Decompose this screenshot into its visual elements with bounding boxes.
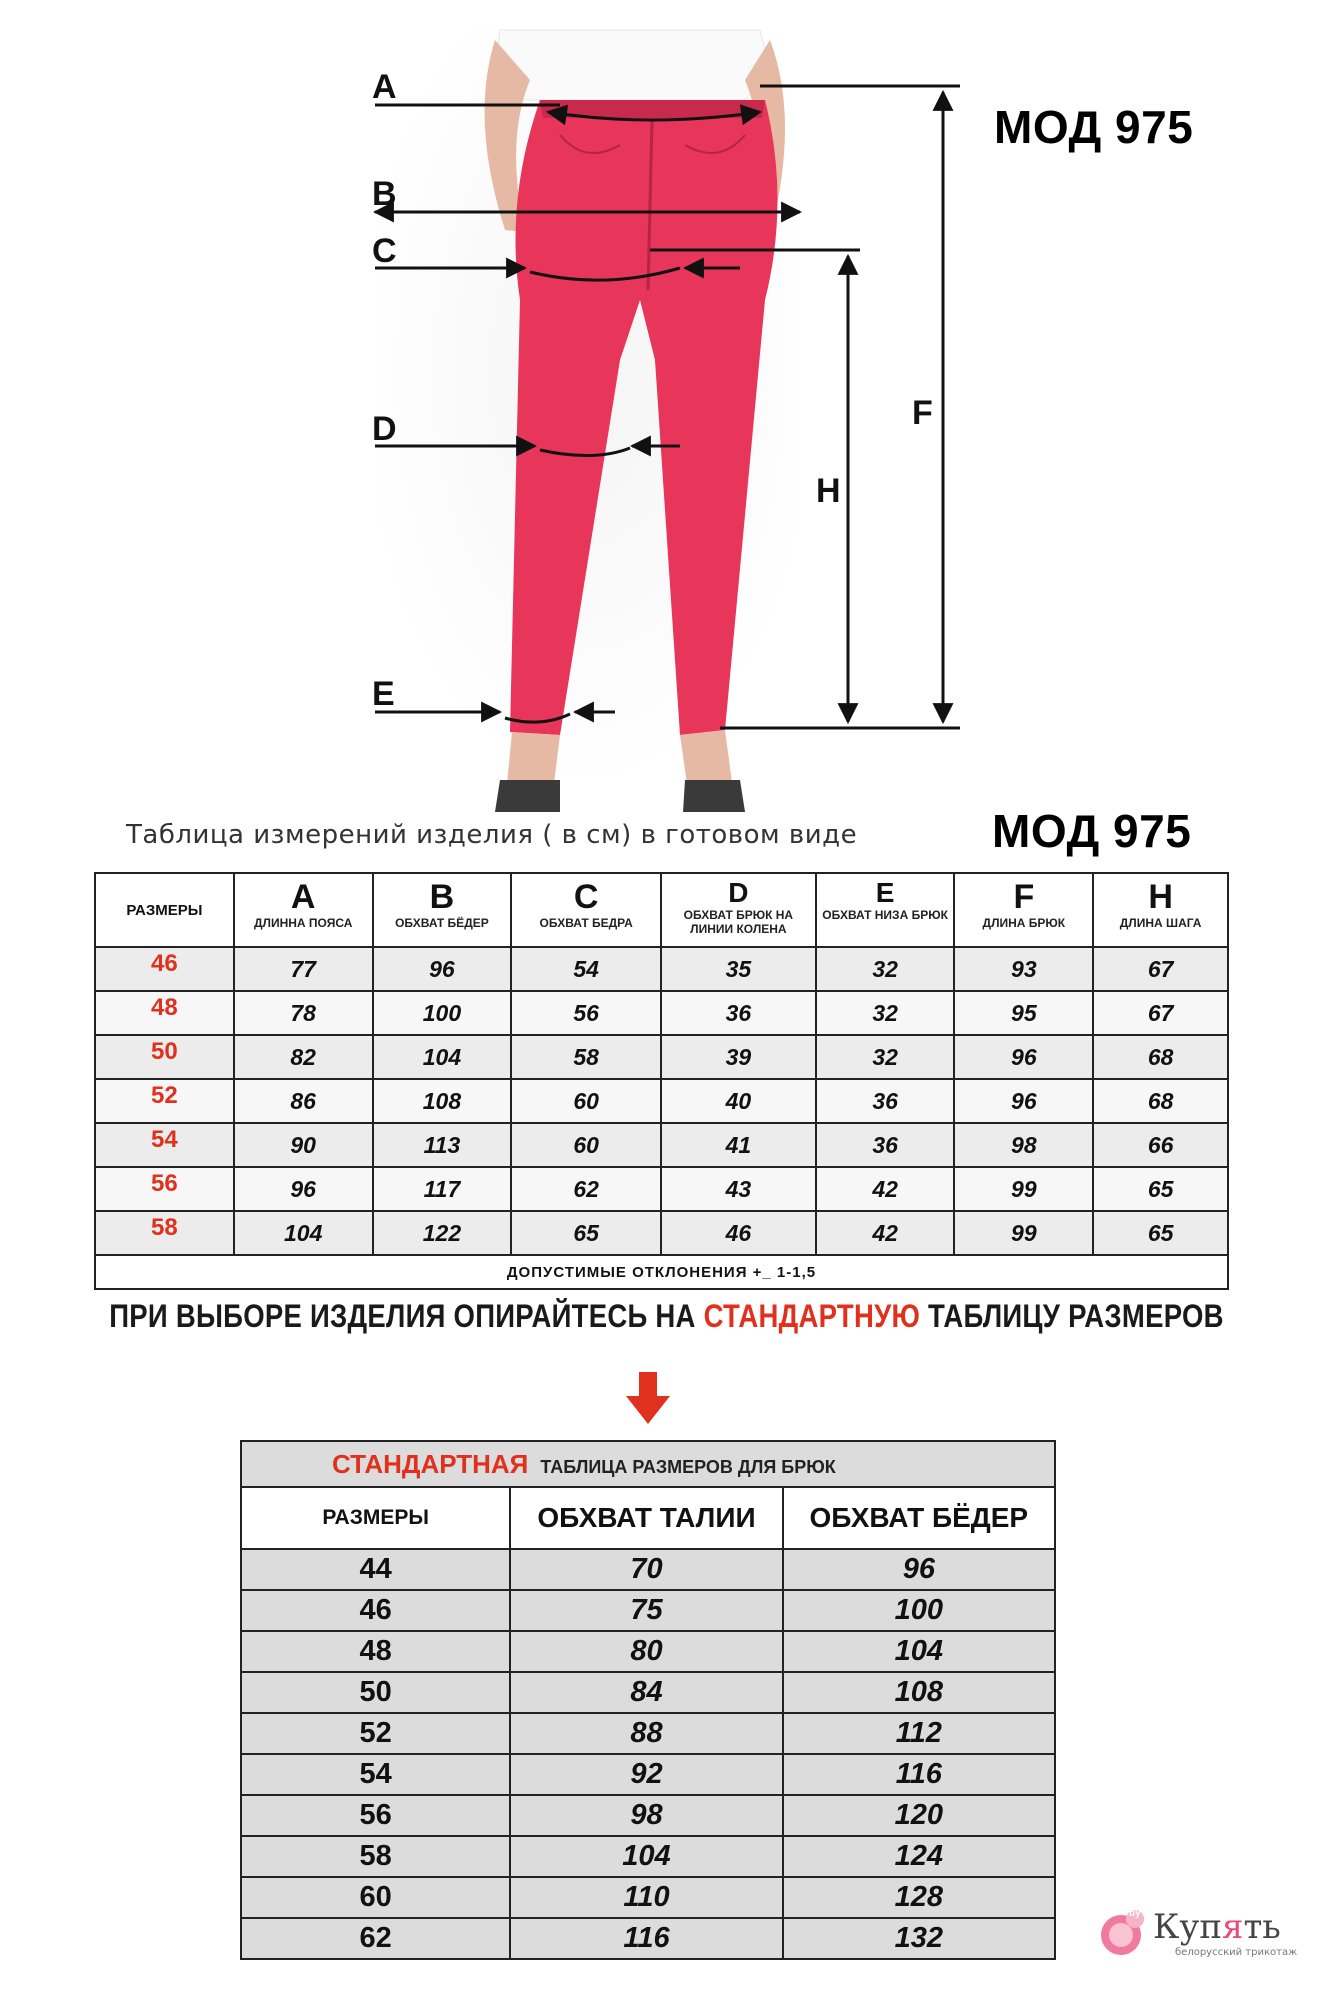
dim-letter-a: A xyxy=(372,68,397,106)
value-cell: 120 xyxy=(783,1795,1055,1836)
value-cell: 86 xyxy=(234,1079,373,1123)
col-header-d: D ОБХВАТ БРЮК НА ЛИНИИ КОЛЕНА xyxy=(661,873,816,947)
standard-title xyxy=(241,1441,1055,1487)
dim-letter-e: E xyxy=(372,675,395,713)
value-cell: 108 xyxy=(783,1672,1055,1713)
size-cell: 50 xyxy=(241,1672,510,1713)
value-cell: 98 xyxy=(954,1123,1093,1167)
value-cell: 104 xyxy=(373,1035,512,1079)
value-cell: 104 xyxy=(234,1211,373,1255)
size-notice xyxy=(93,1298,1239,1335)
dim-letter-h: H xyxy=(816,472,841,510)
value-cell: 40 xyxy=(661,1079,816,1123)
value-cell: 43 xyxy=(661,1167,816,1211)
table-row xyxy=(95,1123,1228,1167)
measure-header-row xyxy=(95,873,1228,947)
value-cell: 65 xyxy=(1093,1167,1228,1211)
value-cell: 42 xyxy=(816,1167,955,1211)
value-cell: 41 xyxy=(661,1123,816,1167)
sizes-header: РАЗМЕРЫ xyxy=(95,873,234,947)
value-cell: 77 xyxy=(234,947,373,991)
table-row xyxy=(95,1211,1228,1255)
value-cell: 60 xyxy=(511,1123,661,1167)
value-cell: 88 xyxy=(510,1713,782,1754)
size-cell: 54 xyxy=(95,1123,234,1167)
value-cell: 104 xyxy=(783,1631,1055,1672)
value-cell: 116 xyxy=(510,1918,782,1959)
value-cell: 117 xyxy=(373,1167,512,1211)
measurement-table xyxy=(94,872,1229,1290)
value-cell: 56 xyxy=(511,991,661,1035)
standard-title-highlight: СТАНДАРТНАЯ xyxy=(332,1448,529,1479)
model-title-table: МОД 975 xyxy=(992,805,1192,857)
value-cell: 92 xyxy=(510,1754,782,1795)
tolerance-note: ДОПУСТИМЫЕ ОТКЛОНЕНИЯ +_ 1-1,5 xyxy=(95,1255,1228,1289)
value-cell: 96 xyxy=(954,1079,1093,1123)
col-header-h: H ДЛИНА ШАГА xyxy=(1093,873,1228,947)
standard-title-rest: ТАБЛИЦА РАЗМЕРОВ ДЛЯ БРЮК xyxy=(540,1456,836,1477)
value-cell: 96 xyxy=(783,1549,1055,1590)
table-row xyxy=(95,1167,1228,1211)
table-row xyxy=(95,1035,1228,1079)
value-cell: 84 xyxy=(510,1672,782,1713)
col-header-f: F ДЛИНА БРЮК xyxy=(954,873,1093,947)
size-cell: 46 xyxy=(95,947,234,991)
value-cell: 132 xyxy=(783,1918,1055,1959)
down-arrow-icon xyxy=(626,1372,670,1424)
value-cell: 32 xyxy=(816,991,955,1035)
size-cell: 52 xyxy=(241,1713,510,1754)
value-cell: 36 xyxy=(816,1123,955,1167)
notice-text-before: ПРИ ВЫБОРЕ ИЗДЕЛИЯ ОПИРАЙТЕСЬ НА xyxy=(109,1298,704,1334)
size-cell: 48 xyxy=(95,991,234,1035)
table-row xyxy=(241,1631,1055,1672)
table-row xyxy=(241,1549,1055,1590)
notice-text-after: ТАБЛИЦУ РАЗМЕРОВ xyxy=(920,1298,1224,1334)
value-cell: 42 xyxy=(816,1211,955,1255)
table-row xyxy=(95,947,1228,991)
value-cell: 65 xyxy=(511,1211,661,1255)
value-cell: 124 xyxy=(783,1836,1055,1877)
table-row xyxy=(241,1918,1055,1959)
value-cell: 100 xyxy=(783,1590,1055,1631)
value-cell: 93 xyxy=(954,947,1093,991)
value-cell: 113 xyxy=(373,1123,512,1167)
value-cell: 99 xyxy=(954,1211,1093,1255)
value-cell: 67 xyxy=(1093,991,1228,1035)
col-header-a: A ДЛИННА ПОЯСА xyxy=(234,873,373,947)
value-cell: 80 xyxy=(510,1631,782,1672)
brand-logo xyxy=(1095,1903,1325,1963)
col-header-b: B ОБХВАТ БЁДЕР xyxy=(373,873,512,947)
col-header-e: E ОБХВАТ НИЗА БРЮК xyxy=(816,873,955,947)
table-row xyxy=(95,1079,1228,1123)
value-cell: 112 xyxy=(783,1713,1055,1754)
value-cell: 96 xyxy=(373,947,512,991)
value-cell: 122 xyxy=(373,1211,512,1255)
value-cell: 67 xyxy=(1093,947,1228,991)
table-row xyxy=(241,1836,1055,1877)
size-cell: 56 xyxy=(95,1167,234,1211)
value-cell: 36 xyxy=(816,1079,955,1123)
value-cell: 96 xyxy=(234,1167,373,1211)
value-cell: 58 xyxy=(511,1035,661,1079)
std-header-sizes: РАЗМЕРЫ xyxy=(241,1487,510,1549)
measure-caption: Таблица измерений изделия ( в см) в готовом виде xyxy=(126,820,858,850)
size-cell: 58 xyxy=(95,1211,234,1255)
size-cell: 50 xyxy=(95,1035,234,1079)
value-cell: 32 xyxy=(816,1035,955,1079)
dim-letter-c: C xyxy=(372,232,397,270)
value-cell: 82 xyxy=(234,1035,373,1079)
size-cell: 58 xyxy=(241,1836,510,1877)
std-header-hips: ОБХВАТ БЁДЕР xyxy=(783,1487,1055,1549)
std-header-waist: ОБХВАТ ТАЛИИ xyxy=(510,1487,782,1549)
value-cell: 110 xyxy=(510,1877,782,1918)
value-cell: 78 xyxy=(234,991,373,1035)
size-cell: 60 xyxy=(241,1877,510,1918)
table-row xyxy=(241,1672,1055,1713)
value-cell: 70 xyxy=(510,1549,782,1590)
dim-letter-f: F xyxy=(912,394,933,432)
value-cell: 108 xyxy=(373,1079,512,1123)
notice-highlight: СТАНДАРТНУЮ xyxy=(703,1298,921,1334)
table-row xyxy=(241,1877,1055,1918)
table-row xyxy=(241,1795,1055,1836)
size-cell: 62 xyxy=(241,1918,510,1959)
standard-title-row xyxy=(241,1441,1055,1487)
dim-letter-b: B xyxy=(372,175,397,213)
size-cell: 48 xyxy=(241,1631,510,1672)
value-cell: 60 xyxy=(511,1079,661,1123)
value-cell: 95 xyxy=(954,991,1093,1035)
logo-badge: by xyxy=(1129,1908,1141,1919)
value-cell: 75 xyxy=(510,1590,782,1631)
table-row xyxy=(95,991,1228,1035)
value-cell: 128 xyxy=(783,1877,1055,1918)
tolerance-row xyxy=(95,1255,1228,1289)
value-cell: 62 xyxy=(511,1167,661,1211)
size-cell: 54 xyxy=(241,1754,510,1795)
value-cell: 32 xyxy=(816,947,955,991)
value-cell: 65 xyxy=(1093,1211,1228,1255)
size-cell: 46 xyxy=(241,1590,510,1631)
size-cell: 56 xyxy=(241,1795,510,1836)
value-cell: 46 xyxy=(661,1211,816,1255)
value-cell: 96 xyxy=(954,1035,1093,1079)
value-cell: 35 xyxy=(661,947,816,991)
value-cell: 54 xyxy=(511,947,661,991)
value-cell: 116 xyxy=(783,1754,1055,1795)
model-title: МОД 975 xyxy=(994,101,1194,153)
value-cell: 66 xyxy=(1093,1123,1228,1167)
logo-text: Купять xyxy=(1153,1907,1281,1947)
standard-header-row xyxy=(241,1487,1055,1549)
dim-letter-d: D xyxy=(372,410,397,448)
size-cell: 44 xyxy=(241,1549,510,1590)
value-cell: 104 xyxy=(510,1836,782,1877)
value-cell: 68 xyxy=(1093,1035,1228,1079)
standard-size-table xyxy=(240,1440,1056,1960)
value-cell: 68 xyxy=(1093,1079,1228,1123)
col-header-c: C ОБХВАТ БЕДРА xyxy=(511,873,661,947)
logo-subtitle: белорусский трикотаж xyxy=(1175,1947,1298,1958)
table-row xyxy=(241,1590,1055,1631)
table-row xyxy=(241,1713,1055,1754)
value-cell: 100 xyxy=(373,991,512,1035)
value-cell: 99 xyxy=(954,1167,1093,1211)
size-cell: 52 xyxy=(95,1079,234,1123)
value-cell: 39 xyxy=(661,1035,816,1079)
value-cell: 90 xyxy=(234,1123,373,1167)
value-cell: 36 xyxy=(661,991,816,1035)
table-row xyxy=(241,1754,1055,1795)
value-cell: 98 xyxy=(510,1795,782,1836)
